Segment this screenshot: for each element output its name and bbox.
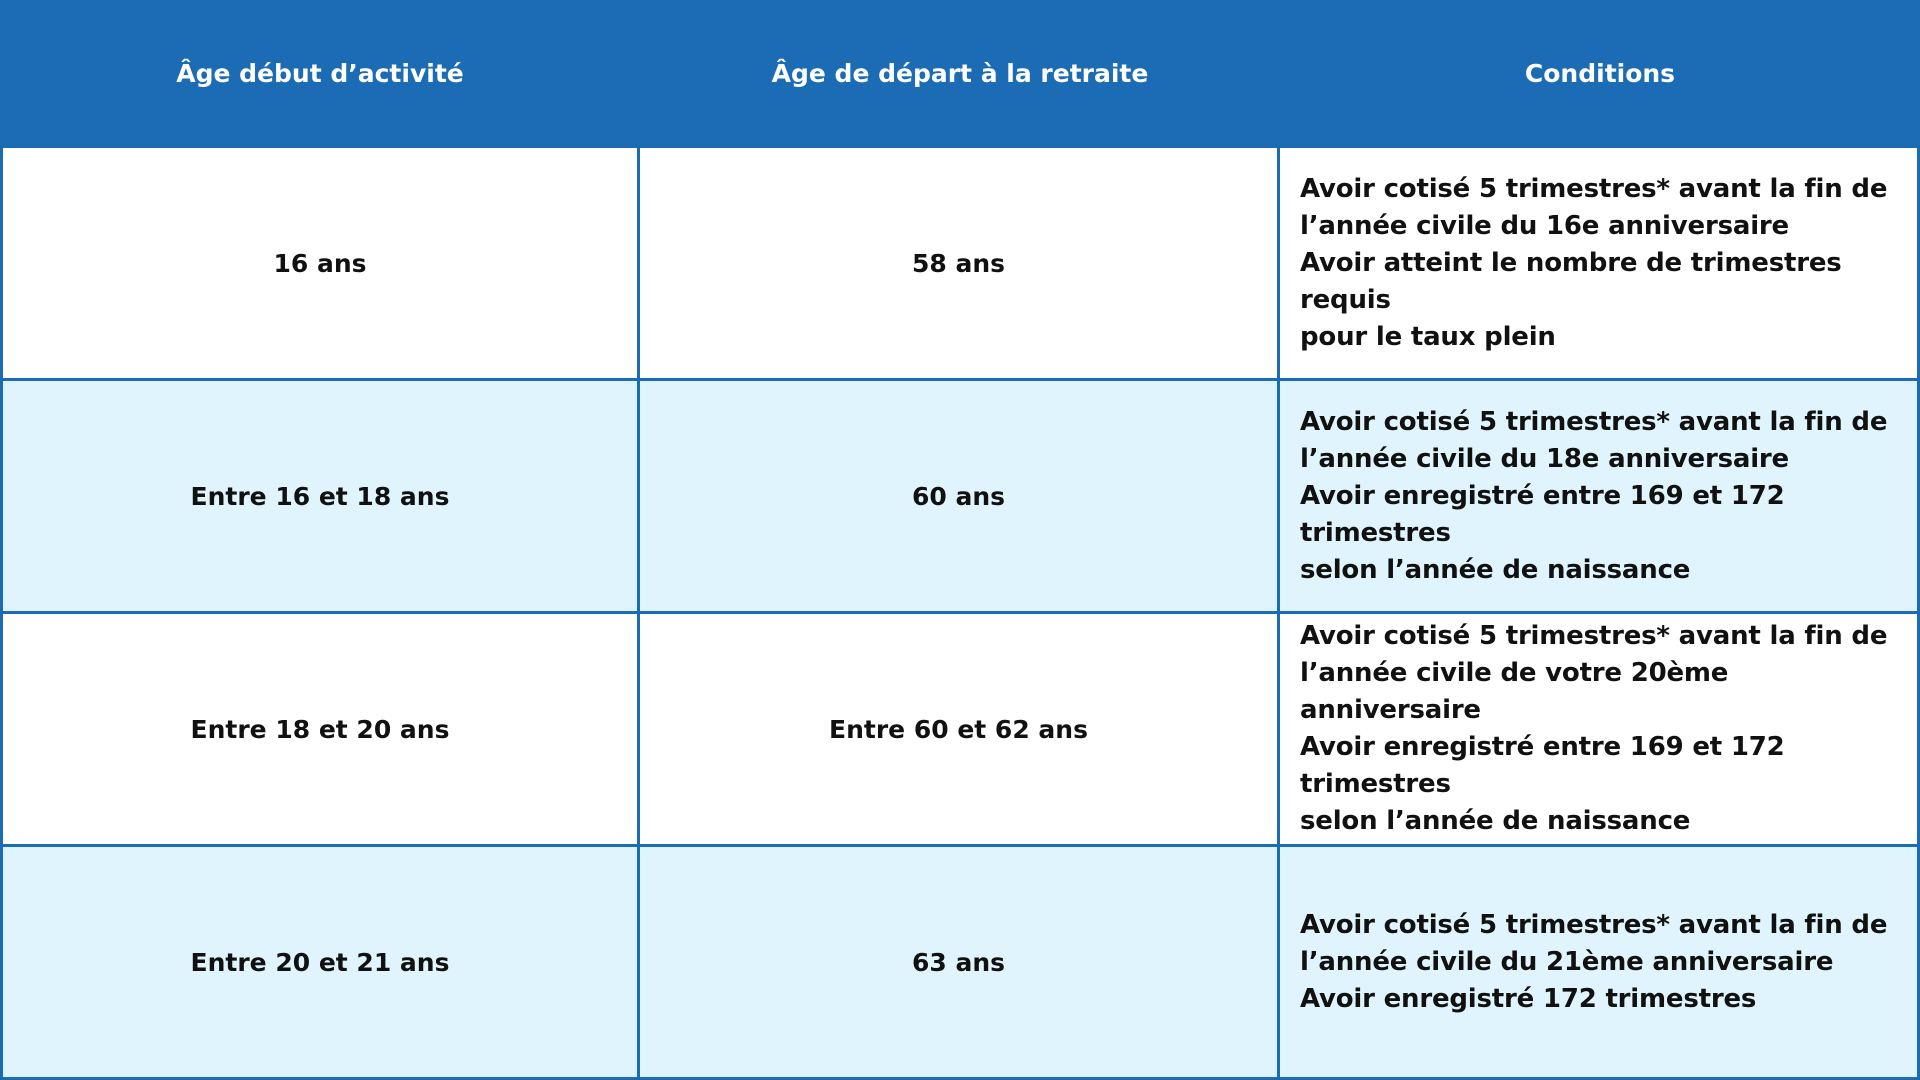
condition-line: Avoir cotisé 5 trimestres* avant la fin de xyxy=(1300,909,1888,940)
start-age-cell: 16 ans xyxy=(0,148,640,381)
condition-line: l’année civile du 21ème anniversaire xyxy=(1300,946,1834,977)
condition-line: Avoir cotisé 5 trimestres* avant la fin de xyxy=(1300,406,1888,437)
conditions-cell xyxy=(1280,614,1920,847)
conditions-cell xyxy=(1280,847,1920,1080)
condition-line: Avoir enregistré 172 trimestres xyxy=(1300,983,1757,1014)
condition-line: Avoir enregistré entre 169 et 172 trimestres xyxy=(1300,732,1785,799)
conditions-cell xyxy=(1280,148,1920,381)
header-conditions: Conditions xyxy=(1280,0,1920,148)
conditions-cell xyxy=(1280,381,1920,614)
condition-line: l’année civile du 16e anniversaire xyxy=(1300,210,1789,241)
start-age-cell: Entre 18 et 20 ans xyxy=(0,614,640,847)
start-age-cell: Entre 20 et 21 ans xyxy=(0,847,640,1080)
retirement-age-cell: 63 ans xyxy=(640,847,1280,1080)
retirement-age-cell: 58 ans xyxy=(640,148,1280,381)
condition-line: Avoir atteint le nombre de trimestres requis xyxy=(1300,247,1842,315)
condition-line: Avoir enregistré entre 169 et 172 trimestres xyxy=(1300,480,1785,548)
start-age-cell: Entre 16 et 18 ans xyxy=(0,381,640,614)
header-start-age: Âge début d’activité xyxy=(0,0,640,148)
condition-line: pour le taux plein xyxy=(1300,321,1556,352)
retirement-age-cell: 60 ans xyxy=(640,381,1280,614)
condition-line: l’année civile de votre 20ème anniversaire xyxy=(1300,658,1729,725)
condition-line: Avoir cotisé 5 trimestres* avant la fin de xyxy=(1300,621,1888,651)
header-retirement-age: Âge de départ à la retraite xyxy=(640,0,1280,148)
condition-line: l’année civile du 18e anniversaire xyxy=(1300,443,1789,474)
condition-line: selon l’année de naissance xyxy=(1300,554,1691,585)
condition-line: Avoir cotisé 5 trimestres* avant la fin de xyxy=(1300,173,1888,204)
condition-line: selon l’année de naissance xyxy=(1300,806,1691,836)
retirement-age-cell: Entre 60 et 62 ans xyxy=(640,614,1280,847)
